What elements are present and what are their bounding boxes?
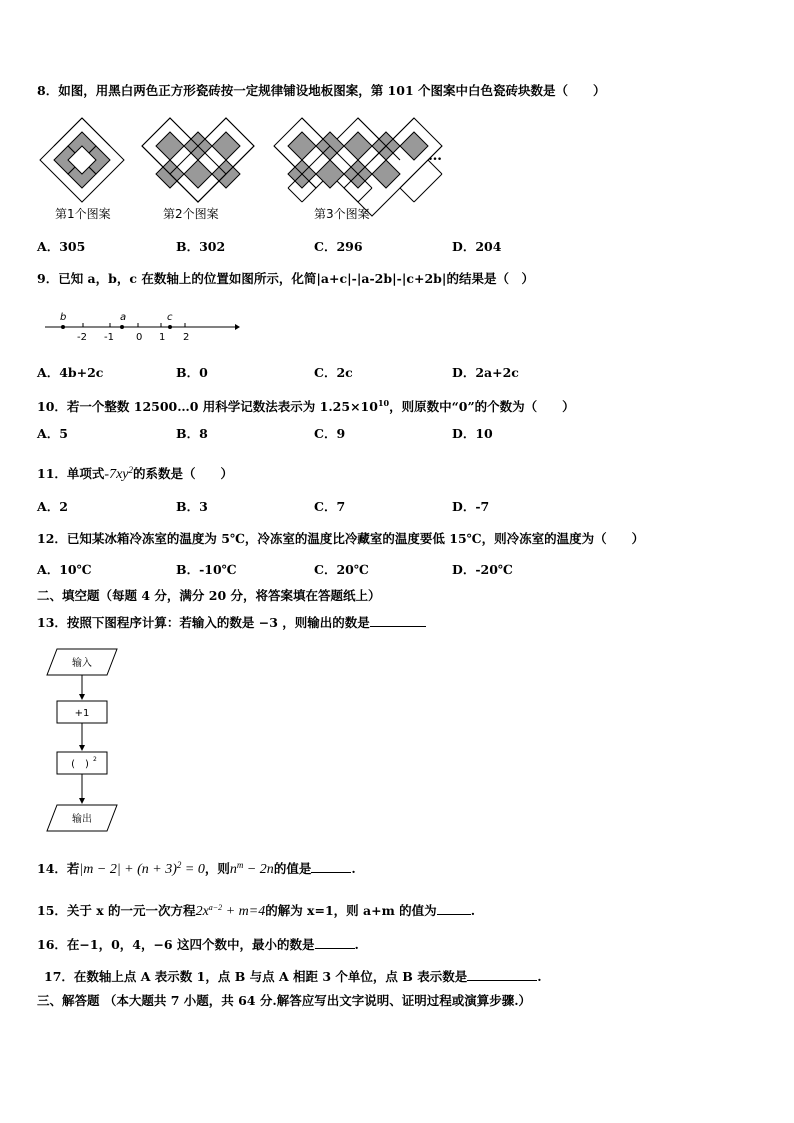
pattern-2 bbox=[142, 118, 254, 202]
q15-sup: a−2 bbox=[208, 903, 223, 912]
q11-stem-pre: 11．单项式 bbox=[37, 466, 105, 482]
q8-caption-1: 第1个图案 bbox=[55, 207, 111, 221]
q15-pre: 15．关于 x 的一元一次方程 bbox=[37, 903, 196, 919]
q11-option-c: C．7 bbox=[314, 499, 346, 514]
q14-post: 的值是 bbox=[273, 861, 312, 877]
q13-stem bbox=[37, 614, 426, 631]
q14-expr2: n bbox=[229, 862, 237, 878]
pattern-3 bbox=[274, 118, 442, 216]
q9-option-d: D．2a+2c bbox=[452, 365, 519, 380]
q8-option-d: D．204 bbox=[452, 239, 502, 254]
q12-option-d: D．-20℃ bbox=[452, 562, 513, 577]
q9-option-c: C．2c bbox=[314, 365, 353, 380]
q13-flowchart bbox=[40, 645, 130, 835]
q15-answer-blank bbox=[437, 902, 471, 915]
q9-stem: 9．已知 a，b，c 在数轴上的位置如图所示，化简|a+c|-|a-2b|-|c+2b|的结果是（ ） bbox=[37, 271, 534, 286]
q14-stem bbox=[37, 857, 356, 878]
q10-option-b: B．8 bbox=[176, 426, 208, 441]
q10-stem-text: 10．若一个整数 12500…0 用科学记数法表示为 1.25×10 bbox=[37, 399, 378, 415]
q11-stem-post: 的系数是（ ） bbox=[133, 466, 234, 482]
q9-option-b: B．0 bbox=[176, 365, 208, 380]
axis-tick-2: 2 bbox=[183, 332, 190, 343]
q14-end: . bbox=[351, 861, 356, 877]
q9-number-line bbox=[40, 305, 250, 345]
q14-expr1b: = 0 bbox=[181, 862, 205, 878]
q15-end: . bbox=[470, 903, 476, 919]
flow-output-label: 输出 bbox=[72, 814, 92, 825]
q14-mid: ，则 bbox=[204, 861, 230, 877]
q16-end: . bbox=[354, 937, 359, 952]
q8-caption-2: 第2个图案 bbox=[163, 207, 219, 221]
q17-stem bbox=[44, 968, 542, 985]
q13-answer-blank bbox=[370, 614, 426, 627]
q8-option-b: B．302 bbox=[176, 239, 226, 254]
q14-answer-blank bbox=[311, 860, 351, 873]
axis-tick--2: -2 bbox=[77, 332, 87, 343]
pattern-1 bbox=[40, 118, 124, 202]
q11-sup: 2 bbox=[128, 465, 133, 475]
section-3-heading: 三、解答题 （本大题共 7 小题，共 64 分.解答应写出文字说明、证明过程或演算步骤.） bbox=[37, 993, 532, 1008]
q10-option-a: A．5 bbox=[37, 426, 68, 441]
q16-answer-blank bbox=[315, 936, 355, 949]
q10-option-c: C．9 bbox=[314, 426, 346, 441]
q12-stem: 12．已知某冰箱冷冻室的温度为 5℃，冷冻室的温度比冷藏室的温度要低 15℃，则冷冻室的温度为（ ） bbox=[37, 531, 645, 546]
q11-option-d: D．-7 bbox=[452, 499, 490, 514]
flow-step2-label: ( ) bbox=[71, 759, 89, 770]
axis-tick--1: -1 bbox=[104, 332, 114, 343]
flow-step2-sup: 2 bbox=[93, 756, 97, 763]
q10-option-d: D．10 bbox=[452, 426, 493, 441]
q12-option-c: C．20℃ bbox=[314, 562, 369, 577]
q10-stem-end: ，则原数中“0”的个数为（ ） bbox=[389, 399, 575, 415]
q17-end: . bbox=[537, 969, 542, 984]
q11-stem bbox=[37, 462, 233, 483]
q13-stem-text: 13．按照下图程序计算：若输入的数是 −3 ，则输出的数是 bbox=[37, 615, 370, 630]
q11-option-a: A．2 bbox=[37, 499, 68, 514]
q8-stem: 8．如图，用黑白两色正方形瓷砖按一定规律铺设地板图案，第 101 个图案中白色瓷砖块数是（ ） bbox=[37, 83, 606, 98]
axis-tick-1: 1 bbox=[159, 332, 166, 343]
flow-step1-label: +1 bbox=[74, 708, 90, 719]
axis-letter-a: a bbox=[120, 312, 127, 323]
flow-input-label: 输入 bbox=[72, 658, 92, 669]
q10-stem bbox=[37, 395, 575, 415]
axis-letter-b: b bbox=[60, 312, 67, 323]
q14-sup1: 2 bbox=[176, 860, 182, 870]
q8-caption-3: 第3个图案 bbox=[314, 207, 370, 221]
q17-text: 17．在数轴上点 A 表示数 1，点 B 与点 A 相距 3 个单位，点 B 表示数是 bbox=[44, 969, 468, 984]
section-2-heading: 二、填空题（每题 4 分，满分 20 分，将答案填在答题纸上） bbox=[37, 588, 381, 603]
q15-stem bbox=[37, 900, 475, 920]
q14-expr2b: − 2n bbox=[243, 862, 274, 878]
axis-letter-c: c bbox=[167, 312, 173, 323]
q12-option-b: B．-10℃ bbox=[176, 562, 237, 577]
q17-answer-blank bbox=[467, 968, 537, 981]
q14-expr1: |m − 2| + (n + 3) bbox=[79, 862, 177, 878]
q16-stem bbox=[37, 936, 359, 953]
q14-sup2: m bbox=[236, 860, 244, 870]
q12-option-a: A．10℃ bbox=[37, 562, 92, 577]
q10-sup: 10 bbox=[377, 398, 390, 408]
q8-ellipsis: … bbox=[428, 148, 442, 164]
q11-expr: -7xy bbox=[104, 467, 129, 483]
q15-post: 的解为 x=1，则 a+m 的值为 bbox=[265, 903, 437, 919]
q8-option-c: C．296 bbox=[314, 239, 363, 254]
q8-option-a: A．305 bbox=[37, 239, 86, 254]
q14-pre: 14．若 bbox=[37, 861, 80, 877]
q16-text: 16．在−1，0，4，−6 这四个数中，最小的数是 bbox=[37, 937, 315, 952]
q15-expr: 2x bbox=[195, 904, 209, 920]
axis-tick-0: 0 bbox=[136, 332, 143, 343]
q11-option-b: B．3 bbox=[176, 499, 208, 514]
q15-expr-b: + m=4 bbox=[222, 904, 266, 920]
q9-option-a: A．4b+2c bbox=[37, 365, 104, 380]
